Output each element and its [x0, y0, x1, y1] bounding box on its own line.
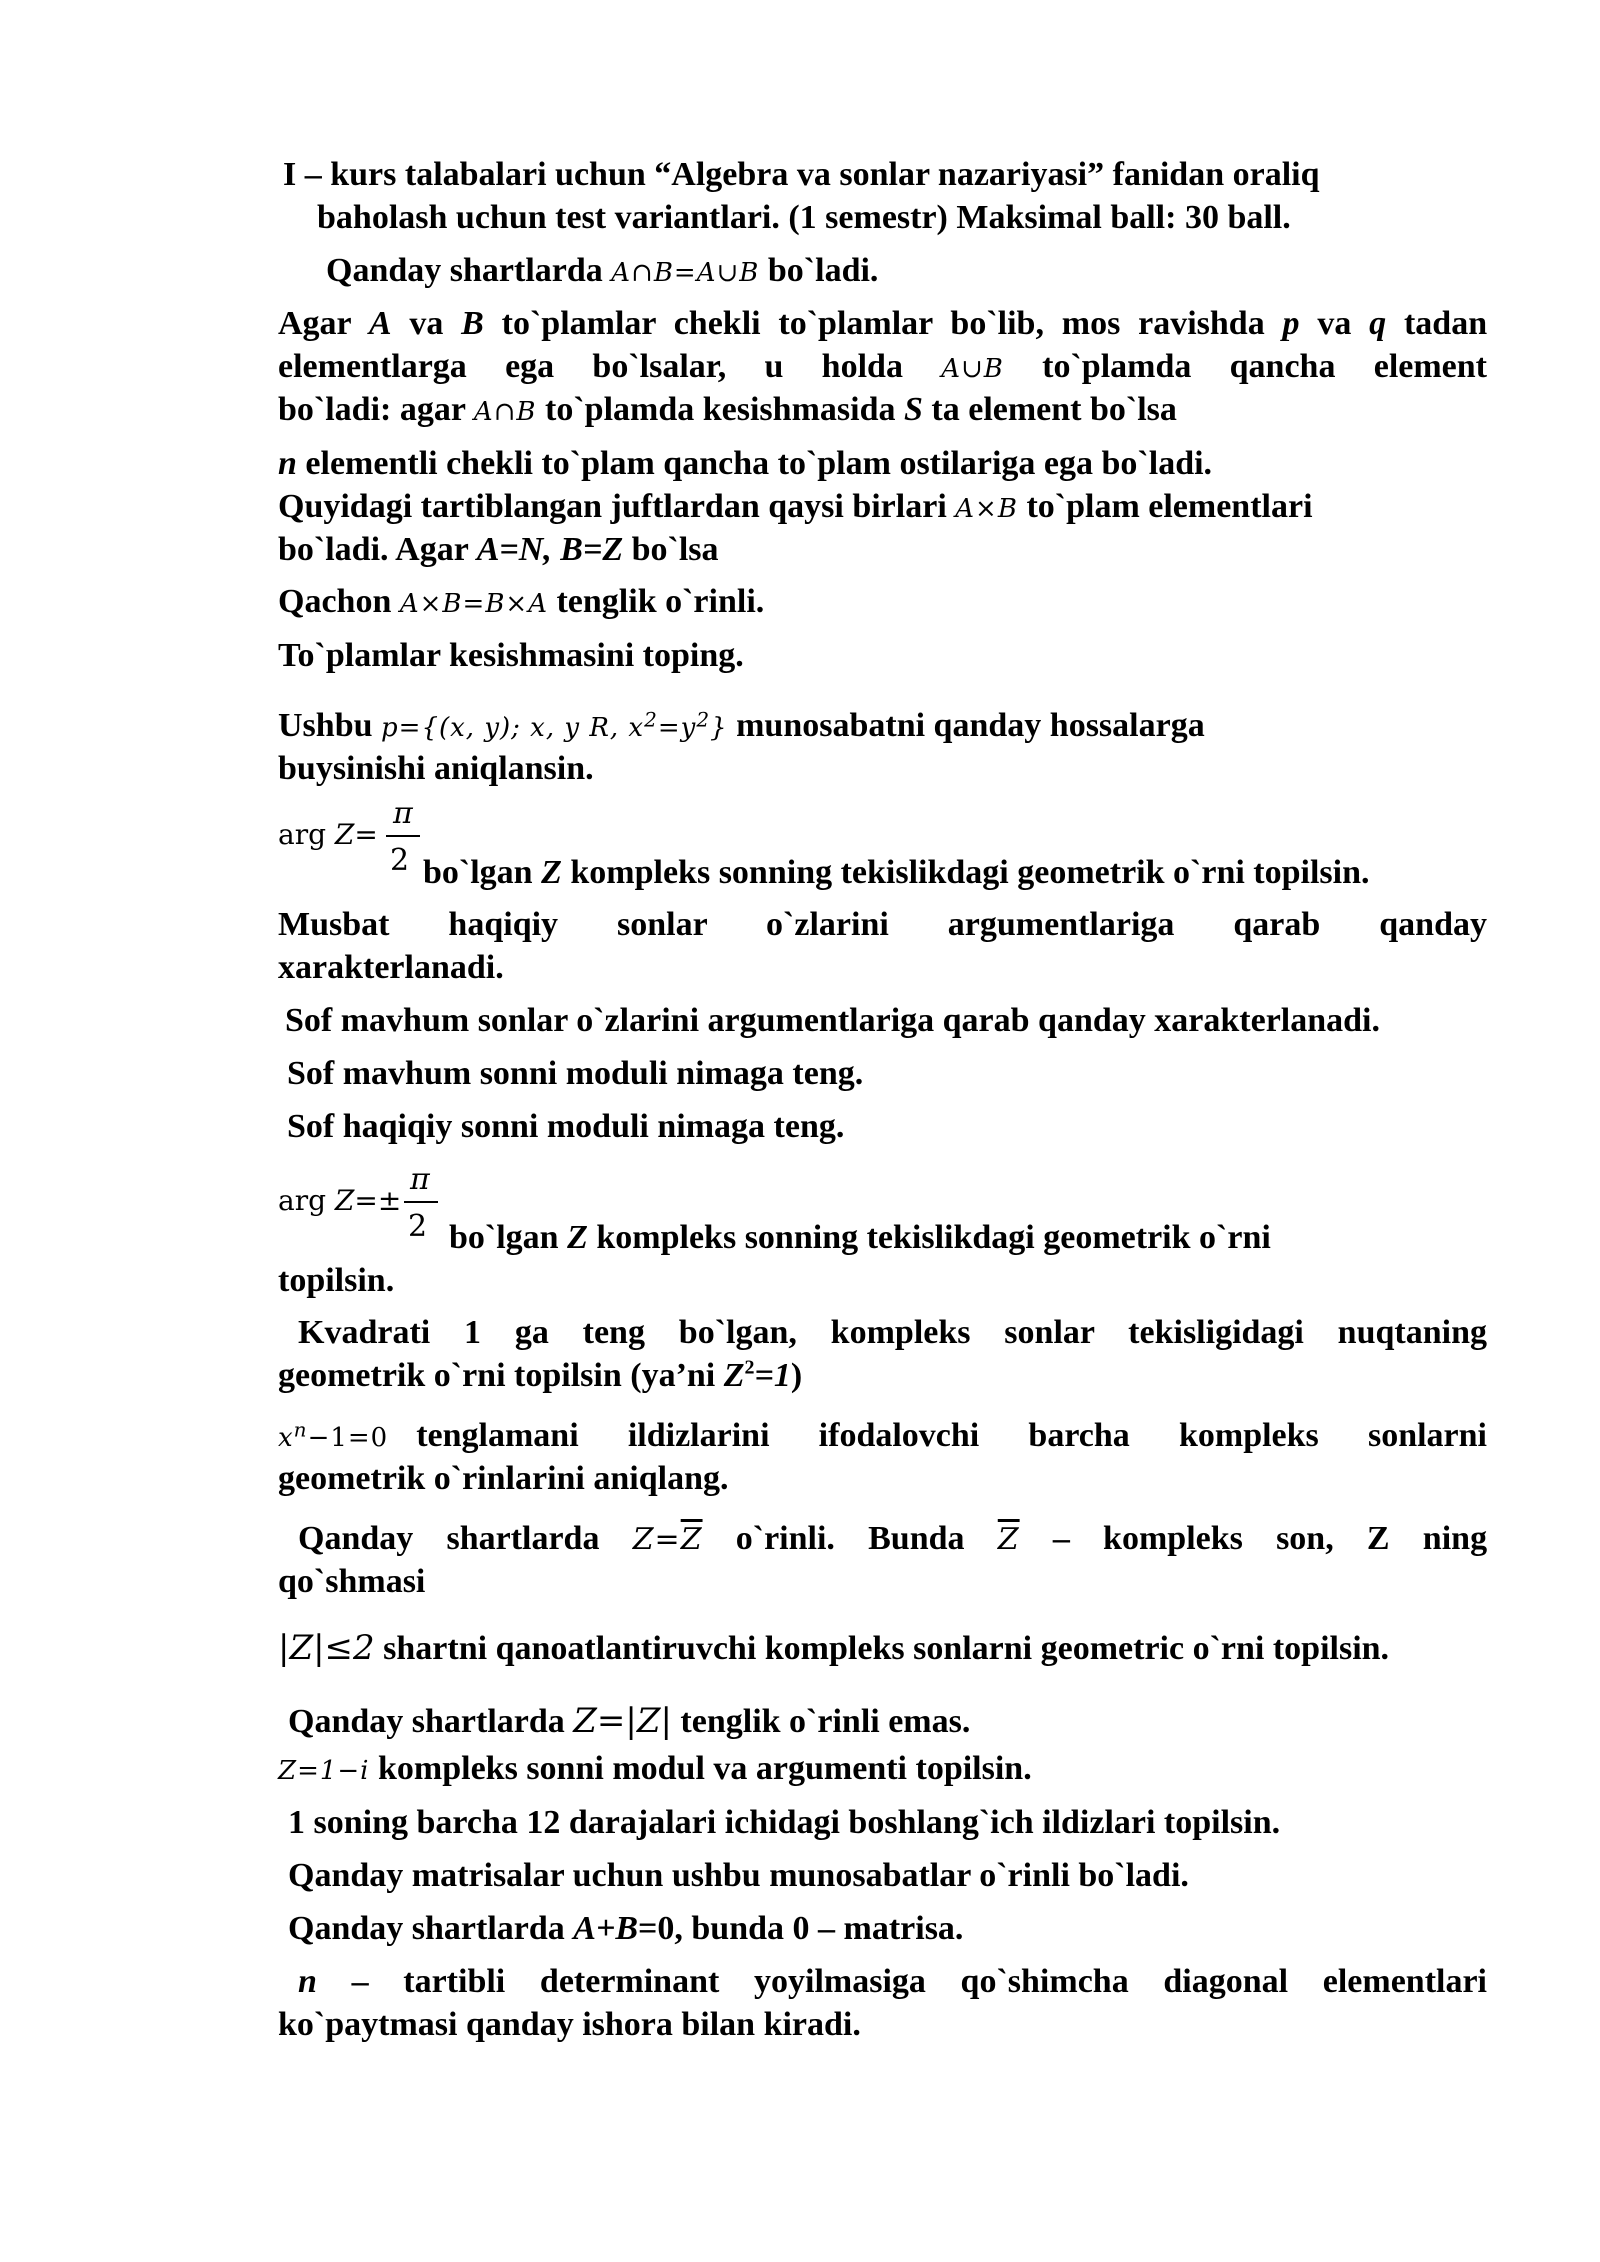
- fraction-bar: [404, 1201, 438, 1203]
- math-expression: Z=1−i: [278, 1756, 370, 1786]
- question-21: Qanday matrisalar uchun ushbu munosabatlar o`rinli bo`ladi.: [288, 1857, 1189, 1894]
- question-10: Sof mavhum sonlar o`zlarini argumentlariga qarab qanday xarakterlanadi.: [285, 1002, 1380, 1039]
- question-14-line-1: Kvadrati 1 ga teng bo`lgan, kompleks sonlar tekisligidagi nuqtaning: [298, 1314, 1487, 1351]
- question-17: |Z|≤2 shartni qanoatlantiruvchi kompleks sonlarni geometric o`rni topilsin.: [278, 1628, 1390, 1668]
- math-expression: A×B: [955, 494, 1018, 524]
- question-1: Qanday shartlarda A∩B=A∪B bo`ladi.: [326, 252, 879, 289]
- math-expression: A∩B=A∪B: [611, 258, 760, 288]
- question-18: Qanday shartlarda Z=|Z| tenglik o`rinli emas.: [288, 1701, 971, 1741]
- question-23-line-1: n – tartibli determinant yoyilmasiga qo`shimcha diagonal elementlari: [298, 1963, 1487, 2000]
- question-4-line-1: Quyidagi tartiblangan juftlardan qaysi birlari A×B to`plam elementlari: [278, 488, 1313, 525]
- question-5: Qachon A×B=B×A tenglik o`rinli.: [278, 583, 765, 620]
- question-6: To`plamlar kesishmasini toping.: [278, 637, 744, 674]
- fraction-bar: [386, 835, 420, 837]
- header-line-1: I – kurs talabalari uchun “Algebra va sonlar nazariyasi” fanidan oraliq: [283, 156, 1320, 193]
- question-3: n elementli chekli to`plam qancha to`plam ostilariga ega bo`ladi.: [278, 445, 1213, 482]
- header-line-2: baholash uchun test variantlari. (1 semestr) Maksimal ball: 30 ball.: [317, 199, 1291, 236]
- question-8: bo`lgan Z kompleks sonning tekislikdagi geometrik o`rni topilsin.: [423, 854, 1370, 891]
- math-expression: $x^n-1=0$: [278, 1417, 389, 1453]
- question-2-line-1: Agar A va B to`plamlar chekli to`plamlar bo`lib, mos ravishda p va q tadan: [278, 305, 1488, 342]
- question-14-line-2: geometrik o`rni topilsin (ya’ni $Z^2=1$): [278, 1356, 803, 1394]
- question-4-line-2: bo`ladi. Agar A=N, B=Z bo`lsa: [278, 531, 719, 568]
- fraction-numerator: π: [410, 1162, 430, 1197]
- fraction-denominator: 2: [390, 843, 410, 878]
- question-16-line-1: Qanday shartlarda $Z=\overline{Z}$ o`rinli. Bunda $\overline{Z}$ – kompleks son, Z ning: [298, 1520, 1488, 1557]
- question-23-line-2: ko`paytmasi qanday ishora bilan kiradi.: [278, 2006, 861, 2043]
- arg-expression: arg Z=±: [278, 1184, 402, 1217]
- question-11: Sof mavhum sonni moduli nimaga teng.: [287, 1055, 864, 1092]
- question-9-line-1: Musbat haqiqiy sonlar o`zlarini argumentlariga qarab qanday: [278, 906, 1487, 943]
- question-7-line-2: buysinishi aniqlansin.: [278, 750, 594, 787]
- question-15-line-1: $x^n-1=0$ tenglamani ildizlarini ifodalovchi barcha kompleks sonlarni: [278, 1414, 1487, 1460]
- question-15-line-2: geometrik o`rinlarini aniqlang.: [278, 1460, 729, 1497]
- math-expression: Z=|Z|: [573, 1701, 672, 1741]
- question-2-line-3: bo`ladi: agar A∩B to`plamda kesishmasida S ta element bo`lsa: [278, 391, 1177, 428]
- question-12: Sof haqiqiy sonni moduli nimaga teng.: [287, 1108, 845, 1145]
- math-expression: A∩B: [473, 397, 537, 427]
- question-19: Z=1−i kompleks sonni modul va argumenti topilsin.: [278, 1750, 1032, 1787]
- math-expression: |Z|≤2: [278, 1628, 375, 1668]
- question-22: Qanday shartlarda A+B=0, bunda 0 – matrisa.: [288, 1910, 964, 1947]
- fraction-denominator: 2: [408, 1209, 428, 1244]
- arg-expression: arg Z=: [278, 818, 378, 851]
- question-7-line-1: Ushbu p={(x, y); x, y R, $x^2=y^2$} munosabatni qanday hossalarga: [278, 707, 1205, 744]
- question-16-line-2: qo`shmasi: [278, 1563, 426, 1600]
- math-expression: $\overline{Z}$: [997, 1522, 1020, 1557]
- question-13-line-1: bo`lgan Z kompleks sonning tekislikdagi geometrik o`rni: [449, 1219, 1271, 1256]
- question-9-line-2: xarakterlanadi.: [278, 949, 504, 986]
- question-2-line-2: elementlarga ega bo`lsalar, u holda A∪B to`plamda qancha element: [278, 348, 1488, 385]
- question-20: 1 soning barcha 12 darajalari ichidagi boshlang`ich ildizlari topilsin.: [288, 1804, 1281, 1841]
- question-13-line-2: topilsin.: [278, 1262, 395, 1299]
- math-expression: $Z=\overline{Z}$: [632, 1522, 703, 1557]
- math-expression: A×B=B×A: [399, 589, 548, 619]
- fraction-numerator: π: [393, 796, 413, 831]
- math-expression: p={(x, y); x, y R, $x^2=y^2$}: [381, 707, 728, 743]
- math-expression: A∪B: [941, 354, 1004, 384]
